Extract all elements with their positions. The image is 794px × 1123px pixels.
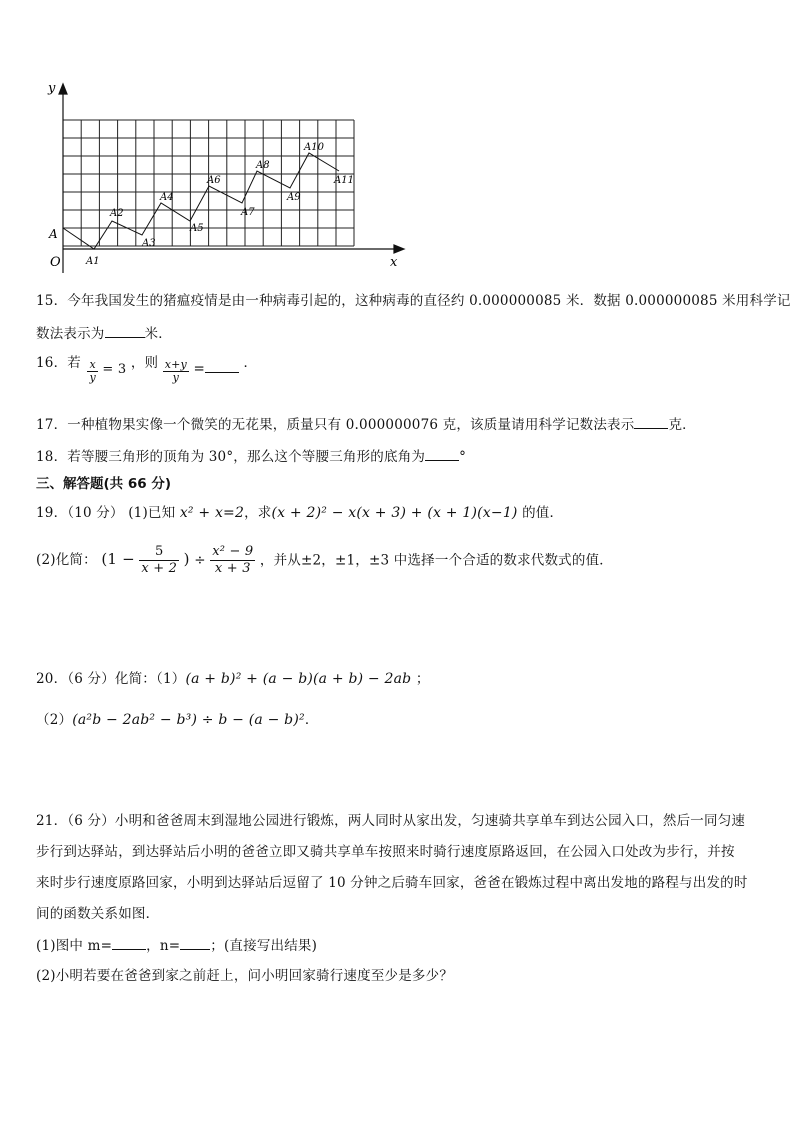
question-16 (36, 353, 257, 393)
point-label-a: A (49, 227, 58, 241)
question-20-part2 (36, 710, 319, 730)
condition-equals: = 3 (102, 362, 127, 377)
fraction-x2-9-numerator: x² − 9 (212, 544, 254, 559)
fraction-x2-9-denominator: x + 3 (214, 561, 251, 576)
question-21-line2: 步行到达驿站，到达驿站后小明的爸爸立即又骑共享单车按照来时骑行速度原路返回，在公园入口处改为步行，并按 (36, 844, 735, 860)
q20-line1-prefix: 20．（6 分）化简：（1） (36, 671, 186, 687)
point-label-a10: A10 (304, 142, 324, 153)
q20-line2-expression: (a²b − 2ab² − b³) ÷ b − (a − b)² (72, 712, 305, 728)
q19-expression: (x + 2)² − x(x + 3) + (x + 1)(x−1) (271, 505, 518, 521)
paren-open: (1 − (101, 550, 135, 568)
paren-close: ) (183, 550, 190, 568)
point-label-a2: A2 (110, 208, 124, 219)
answer-blank-16[interactable] (205, 358, 239, 373)
question-15-line1: 15．今年我国发生的猪瘟疫情是由一种病毒引起的，这种病毒的直径约 0.000000085 米．数据 0.000000085 米用科学记 (36, 293, 791, 309)
question-21-line4: 间的函数关系如图． (36, 906, 160, 922)
answer-blank-17[interactable] (634, 414, 668, 429)
condition-denominator: y (89, 371, 96, 384)
question-21-line1: 21．（6 分）小明和爸爸周末到湿地公园进行锻炼，两人同时从家出发，匀速骑共享单车到达公园入口，然后一同匀速 (36, 813, 746, 829)
question-21-part1 (36, 935, 317, 956)
point-label-a3: A3 (142, 238, 156, 249)
q19-condition: x² + x=2 (179, 505, 245, 521)
divide-sign: ÷ (194, 552, 206, 569)
q19-part2-prefix: (2)化简： (36, 552, 97, 568)
fraction-5-numerator: 5 (139, 544, 179, 561)
question-19-part1 (36, 503, 563, 523)
q21-part1-a: (1)图中 m= (36, 938, 113, 954)
q21-part1-c: ；(直接写出结果) (210, 938, 318, 954)
section-title: 三、解答题(共 66 分) (36, 476, 172, 492)
answer-blank-18[interactable] (425, 446, 459, 461)
question-15-suffix: 米． (144, 326, 172, 342)
question-18-prefix: 18．若等腰三角形的顶角为 30°，那么这个等腰三角形的底角为 (36, 449, 426, 465)
question-15-line2 (36, 323, 172, 344)
answer-blank-n[interactable] (180, 935, 210, 950)
fraction-5 (139, 544, 179, 577)
origin-label: O (50, 255, 61, 270)
question-17-suffix: 克． (668, 417, 696, 433)
paren-group (101, 544, 189, 577)
point-label-a5: A5 (190, 223, 204, 234)
fraction-5-denominator: x + 2 (141, 561, 178, 576)
question-16-mid: ，则 (130, 355, 159, 371)
question-16-prefix: 16．若 (36, 355, 81, 371)
question-19-part2 (36, 544, 613, 588)
answer-blank-m[interactable] (112, 935, 146, 950)
q20-line2-end: ． (304, 712, 319, 728)
point-label-a11: A11 (334, 175, 354, 186)
point-label-a7: A7 (241, 207, 255, 218)
question-18 (36, 446, 466, 467)
point-label-a8: A8 (256, 160, 270, 171)
question-20-part1 (36, 669, 430, 689)
question-16-end: ． (243, 355, 258, 371)
q21-part1-b: ，n= (146, 938, 181, 954)
q19-part2-suffix: ，并从±2，±1，±3 中选择一个合适的数求代数式的值． (259, 552, 613, 569)
condition-numerator: x (87, 359, 97, 372)
x-axis-label: x (390, 255, 398, 270)
q19-mid: ，求 (244, 505, 272, 521)
answer-blank-15[interactable] (105, 323, 145, 338)
question-17 (36, 414, 696, 435)
q20-line1-expression: (a + b)² + (a − b)(a + b) − 2ab (185, 671, 412, 687)
question-19-prefix: 19．（10 分） (1)已知 (36, 505, 176, 521)
question-21-line3: 来时步行速度原路回家，小明到达驿站后逗留了 10 分钟之后骑车回家，爸爸在锻炼过程中离出发地的路程与出发的时 (36, 875, 748, 891)
fraction-x2-9 (210, 544, 255, 577)
q20-line1-end: ； (415, 671, 430, 687)
point-label-a4: A4 (160, 192, 174, 203)
point-label-a1: A1 (86, 256, 100, 267)
y-axis-label: y (48, 81, 56, 96)
expression-fraction (163, 359, 189, 384)
q19-end: 的值． (522, 505, 564, 521)
expression-denominator: y (172, 371, 180, 384)
question-15-prefix: 数法表示为 (36, 326, 105, 342)
q20-line2-prefix: （2） (36, 712, 73, 728)
condition-fraction (87, 359, 97, 384)
expression-numerator: x+y (164, 358, 187, 371)
point-label-a6: A6 (207, 175, 221, 186)
point-label-a9: A9 (287, 192, 301, 203)
question-21-part2: (2)小明若要在爸爸到家之前赶上，问小明回家骑行速度至少是多少？ (36, 968, 454, 984)
grid-figure (36, 78, 412, 276)
question-17-prefix: 17．一种植物果实像一个微笑的无花果，质量只有 0.000000076 克，该质量请用科学记数法表示 (36, 417, 635, 433)
question-18-suffix: ° (459, 449, 467, 465)
expression-equals: = (193, 361, 205, 377)
